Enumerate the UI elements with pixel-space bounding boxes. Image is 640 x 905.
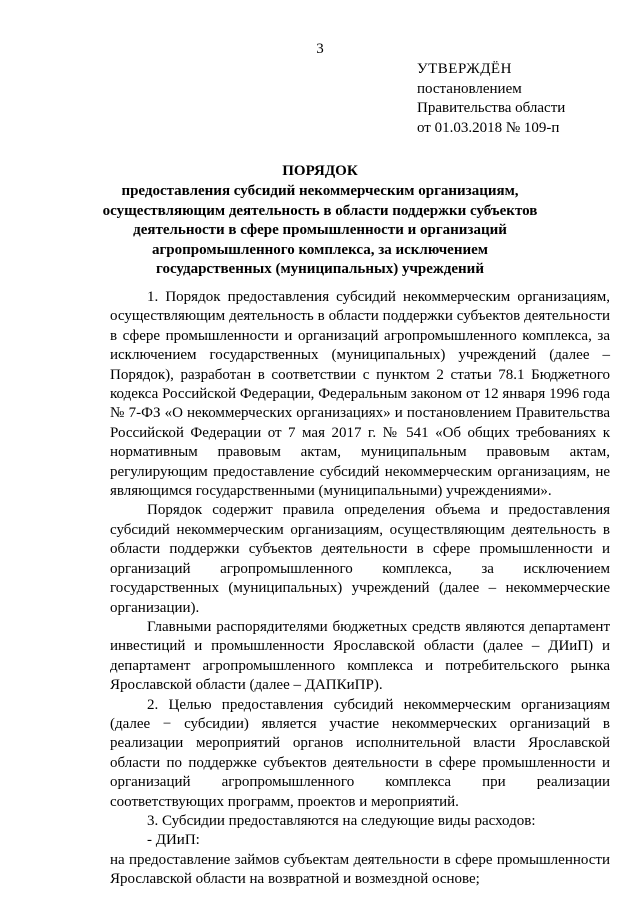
paragraph: 3. Субсидии предоставляются на следующие виды расходов: [147, 812, 536, 829]
document-body [110, 288, 610, 890]
document-subtitle: предоставления субсидий некоммерческим организациям, осуществляющим деятельность в области поддержки субъектов деятельности в сфере промышленности и организаций агропромышленного комплекса, за исключением государственных (муниципальных) учреждений [102, 183, 538, 277]
approval-stamp: УТВЕРЖДЁН [417, 61, 512, 77]
approval-block [417, 60, 632, 138]
approval-line: Правительства области [417, 100, 566, 116]
paragraph: Главными распорядителями бюджетных средств являются департамент инвестиций и промышленности Ярославской области (далее – ДИиП) и департамент агропромышленного комплекса и потребительского рынка Ярославской области (далее – ДАПКиПР). [110, 618, 610, 694]
approval-line: от 01.03.2018 № 109-п [417, 119, 560, 136]
paragraph: 2. Целью предоставления субсидий некоммерческим организациям (далее − субсидии) является участие некоммерческих организаций в реализации мероприятий органов исполнительной власти Ярославской области по поддержке субъектов деятельности в сфере промышленности и организаций агропромышленного комплекса при реализации соответствующих программ, проектов и мероприятий. [110, 696, 610, 810]
page-number: 3 [316, 41, 324, 57]
paragraph: - ДИиП: [147, 832, 200, 849]
paragraph: на предоставление займов субъектам деятельности в сфере промышленности Ярославской области на возвратной и возмездной основе; [110, 851, 610, 888]
paragraph: 1. Порядок предоставления субсидий некоммерческим организациям, осуществляющим деятельность в области поддержки субъектов деятельности в сфере промышленности и организаций агропромышленного комплекса, за исключением государственных (муниципальных) учреждений (далее – Порядок), разработан в соответствии с пунктом 2 статьи 78.1 Бюджетного кодекса Российской Федерации, Федеральным законом от 12 января 1996 года № 7-ФЗ «О некоммерческих организациях» и постановлением Правительства Российской Федерации от 7 мая 2017 г. № 541 «Об общих требованиях к нормативным правовым актам, муниципальным правовым актам, регулирующим предоставление субсидий некоммерческим организациям, не являющимся государственными (муниципальными) учреждениями». [110, 289, 610, 500]
approval-line: постановлением [417, 80, 522, 97]
paragraph: Порядок содержит правила определения объема и предоставления субсидий некоммерческим организациям, осуществляющим деятельность в области поддержки субъектов деятельности в сфере промышленности и организаций агропромышленного комплекса, за исключением государственных (муниципальных) учреждений (далее – некоммерческие организации). [110, 502, 610, 616]
document-title: ПОРЯДОК [282, 163, 358, 179]
